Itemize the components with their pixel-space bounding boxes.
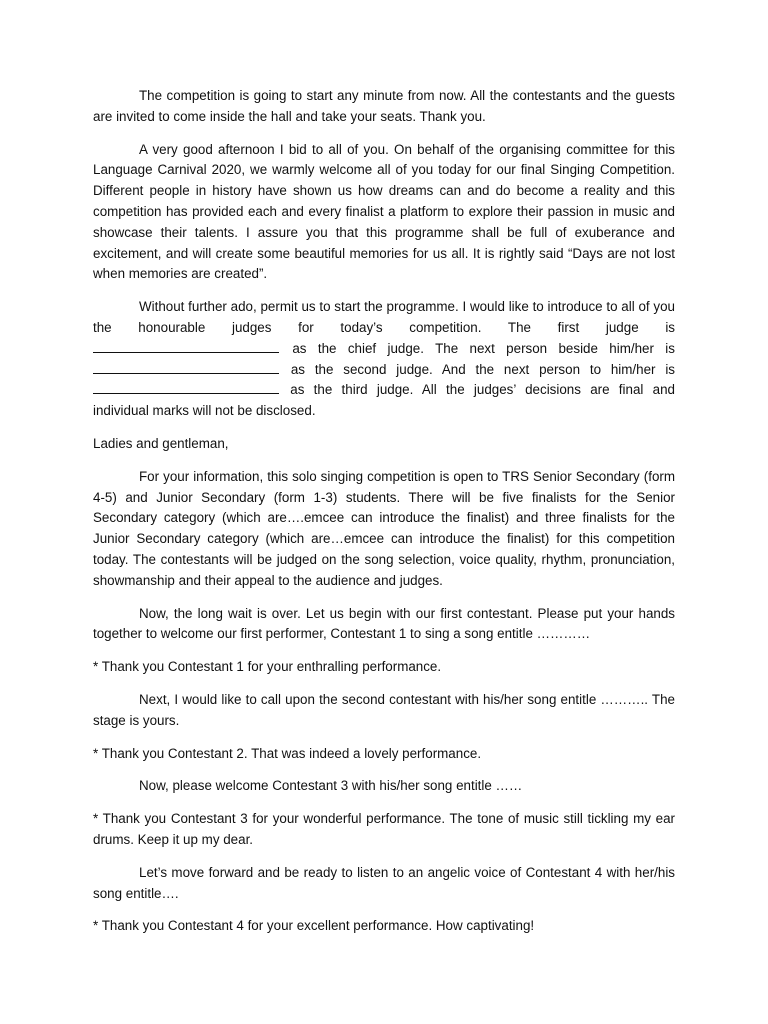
judge-1-text: as the chief judge. The next person beside him/her is [292, 340, 675, 356]
paragraph-contestant-2-thanks: * Thank you Contestant 2. That was indeed a lovely performance. [93, 745, 482, 761]
paragraph-contestant-1-thanks: * Thank you Contestant 1 for your enthralling performance. [93, 659, 442, 675]
judge-line-3 [93, 380, 675, 401]
judge-2-blank [93, 361, 279, 374]
judges-intro: Without further ado, permit us to start the programme. I would like to introduce to all of you the honourable judges for today’s competition. The first judge is [93, 299, 675, 335]
paragraph-judges [93, 297, 675, 422]
paragraph-contestant-2-intro: Next, I would like to call upon the second contestant with his/her song entitle ……….. The stage is yours. [93, 691, 675, 728]
judge-line-2 [93, 360, 675, 381]
paragraph-welcome: A very good afternoon I bid to all of you. On behalf of the organising committee for this Language Carnival 2020, we warmly welcome all of you today for our final Singing Competition. Different people in history have shown us how dreams can and do become a reality and this competition has provided each and every finalist a platform to explore their passion in music and showcase their talents. I assure you that this programme shall be full of exuberance and excitement, and will create some beautiful memories for us all. It is rightly said “Days are not lost when memories are created”. [93, 141, 675, 282]
judge-2-text: as the second judge. And the next person to him/her is [290, 361, 675, 377]
judge-1-blank [93, 340, 279, 353]
paragraph-invitation: The competition is going to start any minute from now. All the contestants and the guests are invited to come inside the hall and take your seats. Thank you. [93, 88, 675, 124]
paragraph-information: For your information, this solo singing competition is open to TRS Senior Secondary (form 4-5) and Junior Secondary (form 1-3) students. There will be five finalists for the Senior Secondary category (which are….emcee can introduce the finalist) and three finalists for the Junior Secondary category (which are…emcee can introduce the finalist) for this competition today. The contestants will be judged on the song selection, voice quality, rhythm, pronunciation, showmanship and their appeal to the audience and judges. [93, 468, 675, 588]
paragraph-contestant-4-thanks: * Thank you Contestant 4 for your excellent performance. How captivating! [93, 918, 535, 934]
judge-line-1 [93, 339, 675, 360]
paragraph-contestant-3-intro: Now, please welcome Contestant 3 with his/her song entitle …… [139, 778, 523, 794]
judge-3-blank [93, 381, 279, 394]
judge-3-text: as the third judge. All the judges’ decisions are final and [290, 382, 675, 398]
paragraph-contestant-1-intro: Now, the long wait is over. Let us begin with our first contestant. Please put your hands together to welcome our first performer, Contestant 1 to sing a song entitle ………… [93, 605, 675, 642]
paragraph-contestant-4-intro: Let’s move forward and be ready to listen to an angelic voice of Contestant 4 with her/his song entitle…. [93, 864, 675, 901]
paragraph-salutation: Ladies and gentleman, [93, 435, 229, 451]
paragraph-contestant-3-thanks: * Thank you Contestant 3 for your wonderful performance. The tone of music still tickling my ear drums. Keep it up my dear. [93, 811, 675, 847]
judges-end: individual marks will not be disclosed. [93, 403, 316, 419]
